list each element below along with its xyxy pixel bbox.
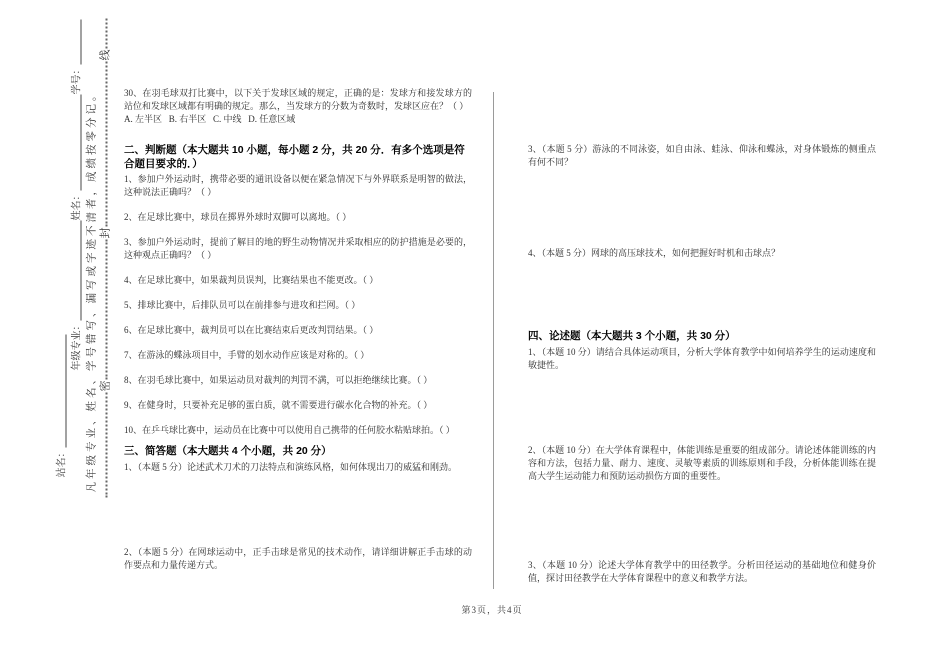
left-seal-margin (54, 8, 114, 593)
student-id-label: 学号： (71, 64, 83, 95)
page-footer: 第3页，共4页 (461, 605, 523, 615)
judge-question-2: 2、在足球比赛中，球员在掷界外球时双脚可以离地。（ ） (124, 212, 352, 222)
spacer (68, 478, 69, 593)
short-question-4: 4、（本题 5 分）网球的高压球技术，如何把握好时机和击球点？ (528, 248, 781, 258)
judge-question-1: 1、参加户外运动时，携带必要的通讯设备以便在紧急情况下与外界联系是明智的做法，这种说法正确吗？（ ） (124, 174, 472, 197)
column-divider-line (493, 92, 494, 589)
seal-dotted-line (105, 19, 107, 49)
seal-char-xian: 线 (99, 49, 112, 61)
spacer (106, 498, 107, 593)
seal-dotted-line (105, 393, 107, 498)
name-label: 姓名： (71, 190, 83, 221)
judge-question-5: 5、排球比赛中，后排队员可以在前排参与进攻和拦网。（ ） (124, 300, 361, 310)
judge-question-8: 8、在羽毛球比赛中，如果运动员对裁判的判罚不满，可以拒绝继续比赛。（ ） (124, 375, 433, 385)
question-30-options: A. 左半区 B. 右半区 C. 中线 D. 任意区域 (124, 114, 296, 124)
seal-dotted-line (105, 240, 107, 380)
station-row (54, 8, 69, 593)
seal-char-feng: 封 (99, 227, 112, 239)
question-30: 30、在羽毛球双打比赛中，以下关于发球区域的规定，正确的是：发球方和接发球方的站位和发球区域都有明确的规定。那么，当发球方的分数为奇数时，发球区应在？（ ） (124, 88, 472, 111)
grade-major-label: 年级专业： (71, 320, 83, 371)
student-id-blank (71, 20, 82, 65)
right-column (528, 0, 876, 585)
essay-question-2: 2、（本题 10 分）在大学体育课程中，体能训练是重要的组成部分。请论述体能训练的内容和方法，包括力量、耐力、速度、灵敏等素质的训练原则和手段，分析体能训练在提高大学生运动能力和预防运动损伤方面的重要性。 (528, 444, 876, 481)
station-label: 站名： (56, 447, 68, 478)
judge-question-4: 4、在足球比赛中，如果裁判员误判，比赛结果也不能更改。（ ） (124, 275, 379, 285)
judge-question-7: 7、在游泳的蝶泳项目中，手臂的划水动作应该是对称的。（ ） (124, 350, 370, 360)
essay-question-1: 1、（本题 10 分）请结合具体运动项目，分析大学体育教学中如何培养学生的运动速度和敏捷性。 (528, 346, 876, 370)
spacer (91, 493, 92, 593)
short-question-1: 1、（本题 5 分）论述武术刀术的刀法特点和演练风格，如何体现出刀的威猛和刚劲。 (124, 461, 458, 472)
seal-line-row (99, 8, 114, 593)
judge-question-10: 10、在乒乓球比赛中，运动员在比赛中可以使用自己携带的任何胶水粘贴球拍。（ ） (124, 425, 455, 435)
judge-section-heading: 二、判断题（本大题共 10 小题，每小题 2 分，共 20 分．有多个选项是符合题目要求的．） (124, 144, 465, 170)
judge-question-3: 3、参加户外运动时，提前了解目的地的野生动物情况并采取相应的防护措施是必要的，这种观点正确吗？（ ） (124, 237, 472, 260)
essay-question-3: 3、（本题 10 分）论述大学体育教学中的田径教学。分析田径运动的基础地位和健身价值，探讨田径教学在大学体育课程中的意义和教学方法。 (528, 559, 876, 583)
grade-major-blank (71, 221, 82, 321)
judge-question-6: 6、在足球比赛中，裁判员可以在比赛结束后更改判罚结果。（ ） (124, 325, 379, 335)
short-question-2: 2、（本题 5 分）在网球运动中，正手击球是常见的技术动作，请详细讲解正手击球的动作要点和力量传递方式。 (124, 546, 472, 570)
seal-dotted-line (105, 62, 107, 227)
student-info-row (69, 8, 84, 593)
station-blank (56, 335, 67, 448)
seal-char-mi: 密 (99, 380, 112, 392)
left-column (124, 0, 472, 572)
zero-score-warning-text: 凡年级专业、姓名、学号错写、漏写或字迹不清者，成绩按零分记。 (86, 87, 98, 493)
essay-section-heading: 四、论述题（本大题共 3 个小题，共 30 分） (528, 330, 736, 342)
short-question-3: 3、（本题 5 分）游泳的不同泳姿，如自由泳、蛙泳、仰泳和蝶泳，对身体锻炼的侧重点有何不同？ (528, 144, 876, 167)
judge-question-9: 9、在健身时，只要补充足够的蛋白质，就不需要进行碳水化合物的补充。（ ） (124, 400, 433, 410)
warning-row (84, 8, 99, 593)
name-blank (71, 95, 82, 191)
short-answer-section-heading: 三、简答题（本大题共 4 个小题，共 20 分） (124, 445, 332, 457)
